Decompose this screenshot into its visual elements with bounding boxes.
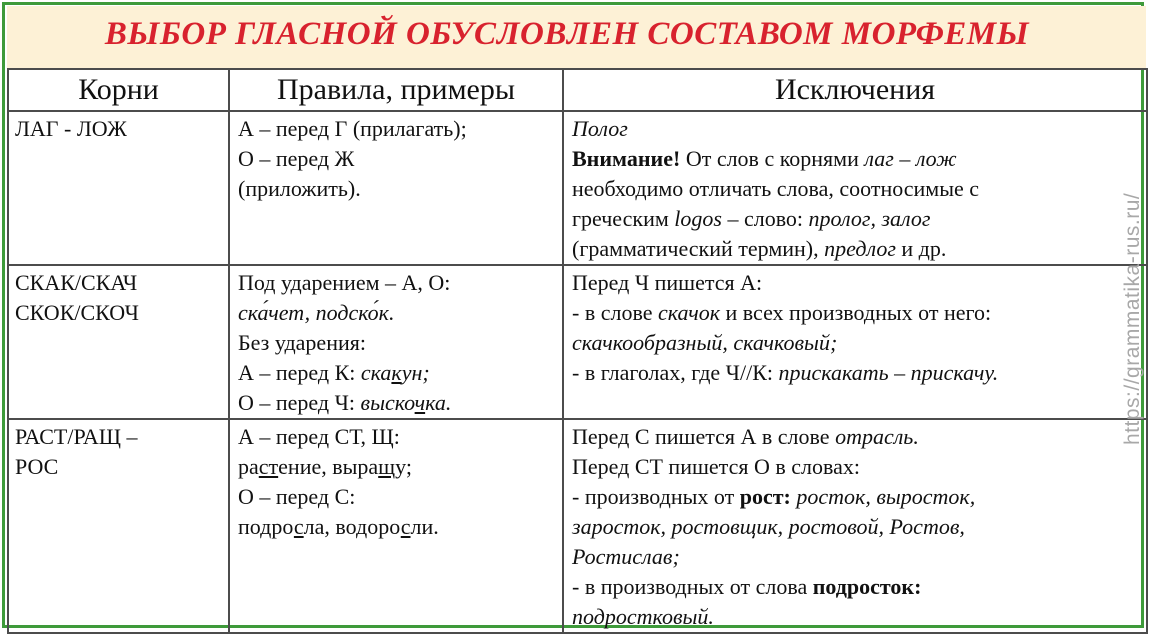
title-banner [7, 6, 1146, 68]
rule-example: ска [360, 360, 392, 385]
header-exceptions: Исключения [563, 69, 1147, 111]
rule-example-letter: ч [414, 390, 426, 415]
roots-cell [8, 111, 229, 265]
header-row [8, 69, 1147, 111]
page-title: ВЫБОР ГЛАСНОЙ ОБУСЛОВЛЕН СОСТАВОМ МОРФЕМЫ [104, 16, 1030, 52]
rule-example-letter: к [391, 360, 402, 385]
exception-example: отрасль. [835, 424, 919, 449]
rule-example: ун; [401, 360, 430, 385]
exception-text: необходимо отличать слова, соотносимые с [572, 176, 980, 201]
exception-text: греческим [572, 206, 675, 231]
exception-text: – слово: [721, 206, 809, 231]
rule-line: О – перед Ч: [238, 390, 361, 415]
table-row [8, 111, 1147, 265]
exception-text: - в глаголах, где Ч//К: [572, 360, 779, 385]
table-row [8, 419, 1147, 633]
header-roots: Корни [8, 69, 229, 111]
header-rules: Правила, примеры [229, 69, 563, 111]
rule-line: А – перед Г (прилагать); [238, 116, 467, 141]
rule-line: А – перед СТ, Щ: [238, 424, 400, 449]
exception-text: От слов с корнями [680, 146, 865, 171]
exception-example: лаг – лож [864, 146, 957, 171]
exception-example: росток, выросток, [790, 484, 976, 509]
rule-line: (приложить). [238, 176, 361, 201]
rule-example: у; [395, 454, 412, 479]
rule-example-letter: ст [258, 454, 279, 479]
rule-example: ка. [425, 390, 452, 415]
rule-example: ли. [410, 514, 439, 539]
exception-text: - в производных от слова [572, 574, 813, 599]
exception-example: скачок [657, 300, 720, 325]
rule-line: Под ударением – А, О: [238, 270, 451, 295]
rule-example: ла, водоро [303, 514, 401, 539]
exception-text: и др. [895, 236, 947, 261]
root-text: СКАК/СКАЧ [15, 270, 138, 295]
roots-cell [8, 265, 229, 419]
watermark-url: https://grammatika-rus.ru/ [1121, 192, 1144, 445]
exception-keyword: рост: [739, 484, 791, 509]
morpheme-table [7, 68, 1148, 634]
table-row [8, 265, 1147, 419]
rule-example: выско [360, 390, 415, 415]
exceptions-cell [563, 265, 1147, 419]
rule-example: ра [238, 454, 259, 479]
rule-example: ска́чет, подско́к. [238, 300, 395, 325]
exception-example: logos [674, 206, 722, 231]
exception-text: Перед Ч пишется А: [572, 270, 763, 295]
exception-text: - в слове [572, 300, 658, 325]
root-text: СКОК/СКОЧ [15, 300, 139, 325]
rules-cell [229, 265, 563, 419]
exception-text: - производных от [572, 484, 740, 509]
exception-text: (грамматический термин), [572, 236, 825, 261]
roots-cell [8, 419, 229, 633]
rule-line: Без ударения: [238, 330, 366, 355]
exception-example: подростковый. [572, 604, 714, 629]
rule-example-letter: с [293, 514, 304, 539]
exception-text: и всех производных от него: [720, 300, 992, 325]
rules-cell [229, 419, 563, 633]
rule-example: подро [238, 514, 294, 539]
exception-example: предлог [824, 236, 896, 261]
rule-example-letter: с [400, 514, 411, 539]
exception-example: пролог, залог [808, 206, 931, 231]
exception-example: заросток, ростовщик, ростовой, Ростов, [572, 514, 965, 539]
exception-example: скачкообразный, скачковый; [572, 330, 838, 355]
rules-cell [229, 111, 563, 265]
rule-line: О – перед Ж [238, 146, 355, 171]
rule-line: О – перед С: [238, 484, 356, 509]
rule-line: А – перед К: [238, 360, 361, 385]
root-text: РАСТ/РАЩ – [15, 424, 138, 449]
exception-example: Ростислав; [572, 544, 680, 569]
exception-keyword: подросток: [812, 574, 922, 599]
exception-example: прискакать – прискачу. [778, 360, 999, 385]
rule-example-letter: щ [378, 454, 396, 479]
exception-text: Перед СТ пишется О в словах: [572, 454, 860, 479]
exceptions-cell [563, 111, 1147, 265]
exception-text: Перед С пишется А в слове [572, 424, 836, 449]
attention-label: Внимание! [572, 146, 681, 171]
exception-word: Полог [572, 116, 628, 141]
root-text: ЛАГ - ЛОЖ [15, 116, 127, 141]
root-text: РОС [15, 454, 59, 479]
rule-example: ение, выра [278, 454, 379, 479]
exceptions-cell [563, 419, 1147, 633]
